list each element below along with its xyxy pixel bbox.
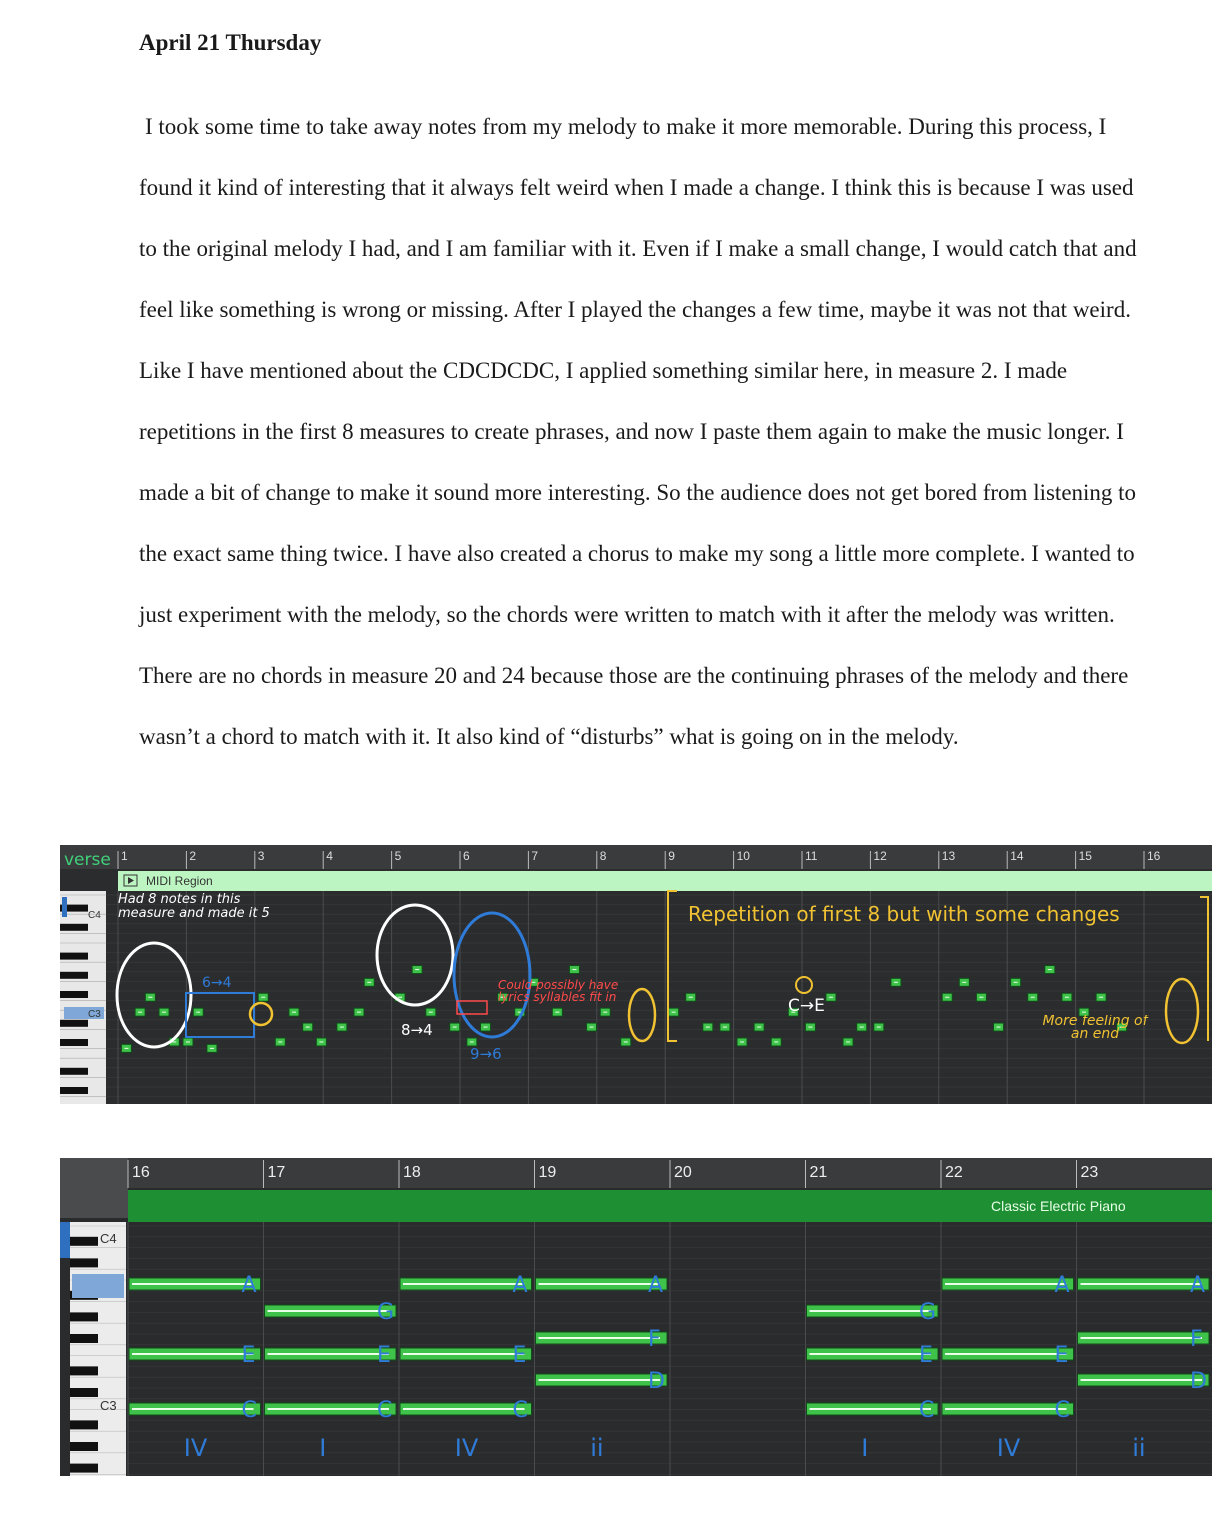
roman-numeral-annotation: ii — [590, 1434, 604, 1462]
note-letter-annotation: C — [377, 1398, 393, 1423]
measure-number: 15 — [1078, 849, 1092, 863]
black-key[interactable] — [60, 953, 88, 960]
measure-number: 17 — [267, 1164, 286, 1181]
key-selection-marker — [60, 1222, 70, 1258]
note-letter-annotation: E — [512, 1343, 527, 1368]
roman-numeral-annotation: IV — [454, 1434, 479, 1462]
black-key[interactable] — [70, 1312, 98, 1321]
key-label-c3: C3 — [100, 1398, 117, 1413]
measure-number: 9 — [668, 849, 675, 863]
measure-number: 11 — [805, 849, 818, 863]
chorus-piano-roll[interactable] — [60, 1158, 1212, 1476]
nine-six-annotation: 9→6 — [470, 1045, 502, 1063]
roman-numeral-annotation: I — [861, 1434, 869, 1462]
note-letter-annotation: C — [919, 1398, 935, 1423]
more-end-annotation: More feeling of an end — [1042, 1015, 1148, 1042]
note-letter-annotation: C — [1054, 1398, 1070, 1423]
measure-number: 3 — [257, 849, 265, 863]
verse-annotation: verse — [64, 850, 111, 870]
roman-numeral-annotation: IV — [183, 1434, 208, 1462]
measure-number: 12 — [873, 849, 887, 863]
journal-paragraph: I took some time to take away notes from my melody to make it more memorable. During this process, I found it kind of interesting that it always felt weird when I made a change. I think this is because I was used to the original melody I had, and I am familiar with it. Even if I make a small change, I would catch that and feel like something is wrong or missing. After I played the changes a few time, maybe it was not that weird. Like I have mentioned about the CDCDCDC, I applied something similar here, in measure 2. I made repetitions in the first 8 measures to create phrases, and now I paste them again to make the music longer. I made a bit of change to make it sound more interesting. So the audience does not get bored from listening to the exact same thing twice. I have also created a chorus to make my song a little more complete. I wanted to just experiment with the melody, so the chords were written to match with it after the melody was written. There are no chords in measure 20 and 24 because those are the continuing phrases of the melody and there wasn’t a chord to match with it. It also kind of “disturbs” what is going on in the melody. — [139, 114, 1137, 749]
black-key[interactable] — [70, 1258, 98, 1267]
a3-key-highlight[interactable] — [72, 1274, 124, 1298]
roman-numeral-annotation: ii — [1132, 1434, 1146, 1462]
note-letter-annotation: A — [241, 1273, 257, 1298]
key-label-c4: C4 — [100, 1231, 117, 1246]
measure-number: 10 — [736, 849, 750, 863]
measure-number: 22 — [945, 1164, 963, 1181]
note-letter-annotation: F — [1190, 1327, 1203, 1352]
note-letter-annotation: A — [1054, 1273, 1070, 1298]
note-letter-annotation: E — [919, 1343, 933, 1368]
c-e-annotation: C→E — [788, 996, 825, 1016]
verse-piano-roll-canvas — [60, 845, 1212, 1104]
black-key[interactable] — [70, 1442, 98, 1451]
midi-region-bar[interactable] — [118, 871, 1212, 891]
chorus-piano-roll-canvas — [60, 1158, 1212, 1476]
repetition-annotation: Repetition of first 8 but with some changes — [688, 902, 1120, 926]
measure-number: 20 — [674, 1164, 692, 1181]
measure-number: 13 — [941, 849, 956, 863]
note-letter-annotation: A — [1190, 1273, 1206, 1298]
black-key[interactable] — [70, 1420, 98, 1429]
measure-number: 2 — [189, 849, 197, 863]
measure-number: 16 — [1147, 849, 1161, 863]
note-letter-annotation: C — [241, 1398, 257, 1423]
note-letter-annotation: C — [512, 1398, 528, 1423]
roman-numeral-annotation: I — [319, 1434, 327, 1462]
black-key[interactable] — [70, 1388, 98, 1397]
measure-number: 5 — [394, 849, 402, 863]
note-letter-annotation: E — [1054, 1343, 1069, 1368]
measure-number: 16 — [132, 1164, 150, 1181]
black-key[interactable] — [60, 972, 88, 979]
key-label-c3: C3 — [88, 1009, 101, 1020]
note-letter-annotation: F — [648, 1327, 661, 1352]
measure-number: 14 — [1010, 849, 1024, 863]
note-letter-annotation: A — [512, 1273, 528, 1298]
black-key[interactable] — [60, 924, 88, 931]
had-8-notes-annotation: Had 8 notes in this measure and made it 5 — [118, 893, 270, 921]
black-key[interactable] — [60, 1068, 88, 1075]
black-key[interactable] — [70, 1237, 98, 1246]
verse-piano-roll[interactable] — [60, 845, 1212, 1104]
page-heading: April 21 Thursday — [139, 30, 322, 55]
note-letter-annotation: E — [241, 1343, 256, 1368]
black-key[interactable] — [70, 1464, 98, 1473]
note-letter-annotation: D — [648, 1369, 665, 1394]
measure-number: 18 — [403, 1164, 421, 1181]
eight-four-annotation: 8→4 — [401, 1021, 433, 1039]
note-letter-annotation: A — [648, 1273, 664, 1298]
measure-number: 7 — [531, 849, 539, 863]
measure-number: 19 — [538, 1164, 557, 1181]
note-letter-annotation: D — [1190, 1369, 1207, 1394]
measure-number: 23 — [1080, 1164, 1099, 1181]
measure-number: 6 — [463, 849, 470, 863]
key-label-c4: C4 — [88, 910, 101, 921]
midi-region-label: MIDI Region — [146, 874, 213, 888]
note-letter-annotation: G — [377, 1300, 395, 1325]
measure-number: 1 — [121, 849, 128, 863]
journal-body — [139, 96, 1139, 767]
black-key[interactable] — [60, 1039, 88, 1046]
measure-number: 8 — [599, 849, 607, 863]
black-key[interactable] — [60, 991, 88, 998]
note-letter-annotation: E — [377, 1343, 391, 1368]
black-key[interactable] — [60, 1087, 88, 1094]
black-key[interactable] — [70, 1366, 98, 1375]
six-four-annotation: 6→4 — [202, 975, 232, 991]
key-selection-marker — [62, 897, 67, 917]
could-lyrics-annotation: Could possibly have lyrics syllables fit in — [498, 979, 619, 1004]
measure-number: 4 — [326, 849, 333, 863]
black-key[interactable] — [60, 1020, 88, 1027]
region-label: Classic Electric Piano — [991, 1198, 1126, 1214]
piano-keyboard[interactable] — [60, 891, 106, 1104]
black-key[interactable] — [70, 1334, 98, 1343]
note-letter-annotation: G — [919, 1300, 937, 1325]
measure-number: 21 — [809, 1164, 828, 1181]
roman-numeral-annotation: IV — [996, 1434, 1021, 1462]
